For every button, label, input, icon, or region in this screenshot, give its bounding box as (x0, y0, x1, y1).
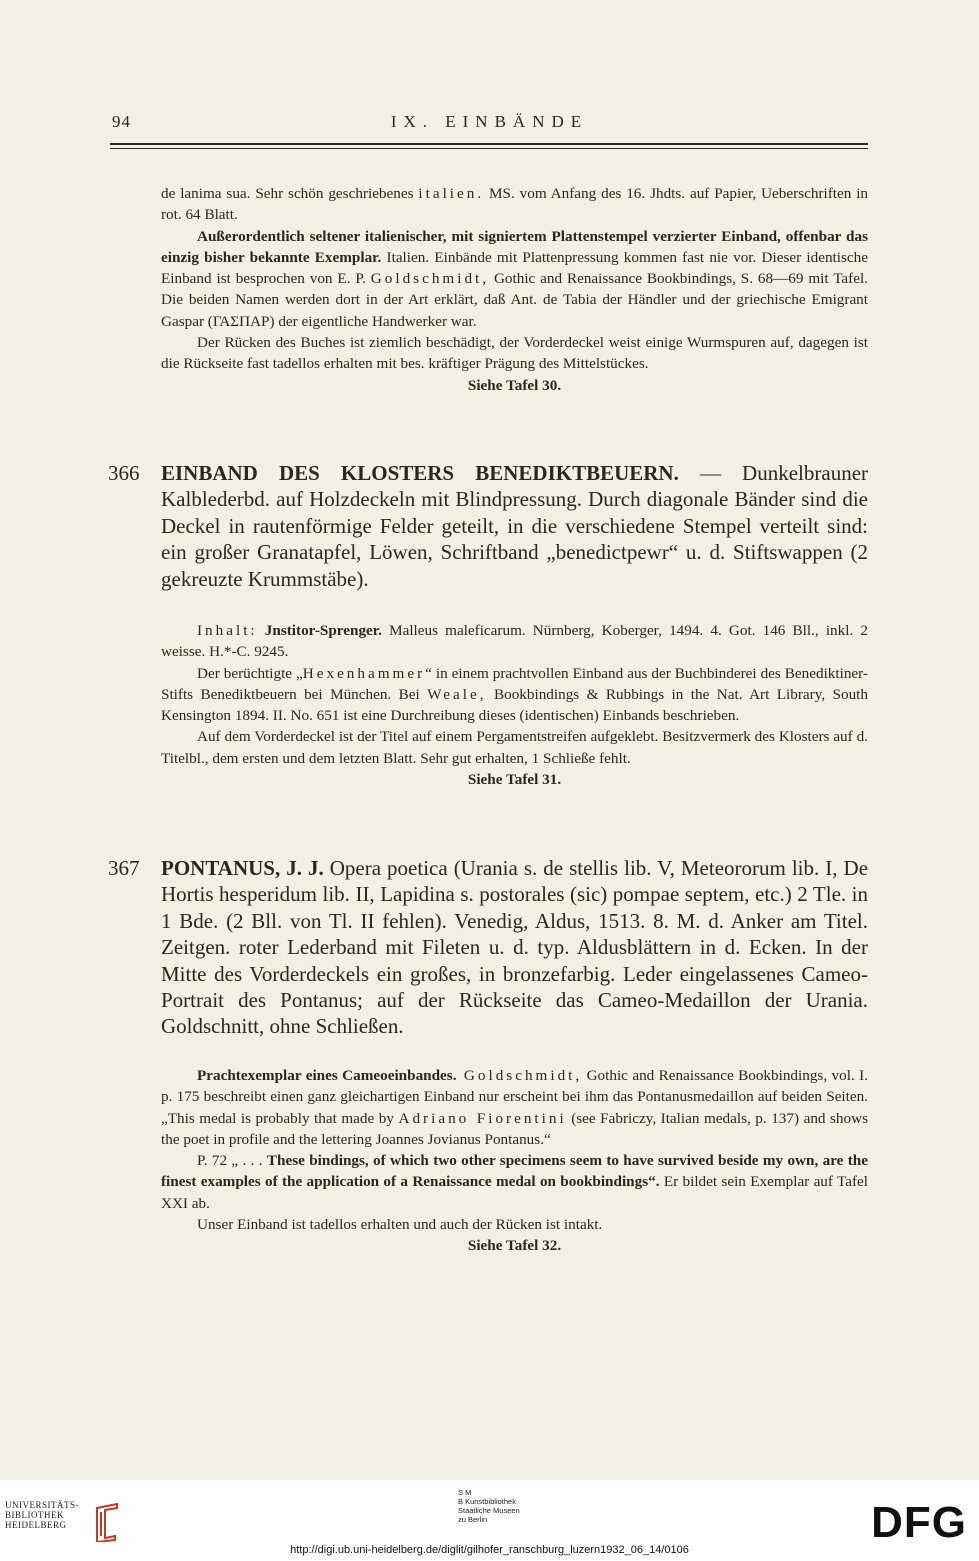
entry-description: Opera poetica (Urania s. de stellis lib. V, Meteororum lib. I, De Hortis hesperidum lib. II, Lapidina s. postorales (sic) pompae septem, etc.) 2 Tle. in 1 Bde. (2 Bll. von Tl. II fehlen). Venedig, Aldus, 1513. 8. M. d. Anker am Titel. Zeitgen. roter Lederband mit Fileten u. d. typ. Aldusblättern in d. Ecken. In der Mitte des Vorderdeckels ein großes, in bronzefarbig. Leder eingelassenes Cameo-Portrait des Pontanus; auf der Rückseite das Cameo-Medaillon der Urania. Goldschnitt, ohne Schließen. (161, 856, 869, 1039)
dfg-logo[interactable]: DFG (871, 1498, 967, 1547)
entry-title: EINBAND DES KLOSTERS BENEDIKTBEUERN. (161, 461, 679, 485)
entry-description: — Dunkelbrauner Kalblederbd. auf Holzdeckeln mit Blindpressung. Durch diagonale Bänder sind die Deckel in rautenförmige Felder geteilt, in die verschiedene Stempel verteilt sind: ein großer Granatapfel, Löwen, Schriftband „benedictpewr“ u. d. Stiftswappen (2 gekreuzte Krummstäbe). (161, 461, 869, 591)
page-number: 94 (112, 112, 131, 131)
entry-number-366: 366 (108, 461, 140, 485)
paragraph: Der berüchtigte „Hexenhammer“ in einem prachtvollen Einband aus der Buchbinderei des Benediktiner-Stifts Benediktbeuern bei München. Bei Weale, Bookbindings & Rubbings in the Nat. Art Library, South Kensington 1894. II. No. 651 ist eine Durchreibung dieses (identischen) Einbands beschrieben. (161, 664, 868, 725)
ub-heidelberg-emblem-icon (91, 1502, 123, 1542)
ub-heidelberg-logo[interactable] (5, 1500, 125, 1550)
entry-365-continuation (161, 183, 868, 396)
smb-kunstbibliothek-logo[interactable]: S M B Kunstbibliothek Staatliche Museen zu Berlin (458, 1488, 520, 1524)
entry-title: PONTANUS, J. J. (161, 856, 324, 880)
paragraph: Außerordentlich seltener italienischer, mit signiertem Plattenstempel verzierter Einband, offenbar das einzig bisher bekannte Exemplar. Italien. Einbände mit Plattenpressung kommen fast nie vor. Dieser identische Einband ist besprochen von E. P. Goldschmidt, Gothic and Renaissance Bookbindings, S. 68—69 mit Tafel. Die beiden Namen werden dort in der Art erklärt, daß Ant. de Tabia der Händler und der griechische Emigrant Gaspar (ΓΑΣΠΑΡ) der eigentliche Handwerker war. (161, 227, 868, 330)
entry-367-heading (161, 855, 868, 1040)
digitization-footer (0, 1480, 979, 1561)
entry-number-367: 367 (108, 856, 140, 880)
section-title: IX. EINBÄNDE (390, 112, 589, 131)
entry-366-heading (161, 460, 868, 592)
paragraph: Unser Einband ist tadellos erhalten und auch der Rücken ist intakt. (197, 1216, 603, 1234)
paragraph: de lanima sua. Sehr schön geschriebenes italien. MS. vom Anfang des 16. Jhdts. auf Papier, Ueberschriften in rot. 64 Blatt. (161, 185, 869, 224)
paragraph: Inhalt: Jnstitor-Sprenger. Malleus maleficarum. Nürnberg, Koberger, 1494. 4. Got. 146 Bll., inkl. 2 weisse. H.*-C. 9245. (161, 622, 868, 661)
plate-reference: Siehe Tafel 32. (467, 1237, 562, 1255)
entry-366-notes (161, 620, 868, 790)
paragraph: Auf dem Vorderdeckel ist der Titel auf einem Pergamentstreifen aufgeklebt. Besitzvermerk des Klosters auf d. Titelbl., dem ersten und dem letzten Blatt. Sehr gut erhalten, 1 Schließe fehlt. (161, 728, 868, 767)
paragraph: P. 72 „ . . . These bindings, of which two other specimens seem to have survived beside my own, are the finest examples of the application of a Renaissance medal on bookbindings“. Er bildet sein Exemplar auf Tafel XXI ab. (161, 1152, 868, 1212)
header-rule-thick (110, 143, 868, 145)
paragraph: Prachtexemplar eines Cameoeinbandes. Goldschmidt, Gothic and Renaissance Bookbindings, vol. I. p. 175 beschreibt einen ganz gleichartigen Einband nur erscheint bei ihm das Pontanusmedaillon auf beiden Seiten. „This medal is probably that made by Adriano Fiorentini (see Fabriczy, Italian medals, p. 137) and shows the poet in profile and the lettering Joannes Jovianus Pontanus.“ (161, 1067, 869, 1148)
ub-heidelberg-wordmark: UNIVERSITÄTS- BIBLIOTHEK HEIDELBERG (5, 1500, 79, 1530)
running-head (112, 112, 867, 138)
plate-reference: Siehe Tafel 31. (467, 771, 562, 789)
paragraph: Der Rücken des Buches ist ziemlich beschädigt, der Vorderdeckel weist einige Wurmspuren auf, dagegen ist die Rückseite fast tadellos erhalten mit bes. kräftiger Prägung des Mittelstückes. (161, 334, 868, 373)
permalink-url[interactable]: http://digi.ub.uni-heidelberg.de/diglit/gilhofer_ranschburg_luzern1932_06_14/0106 (290, 1544, 689, 1556)
plate-reference: Siehe Tafel 30. (467, 376, 562, 394)
header-rule-thin (110, 148, 868, 149)
entry-367-notes (161, 1065, 868, 1257)
